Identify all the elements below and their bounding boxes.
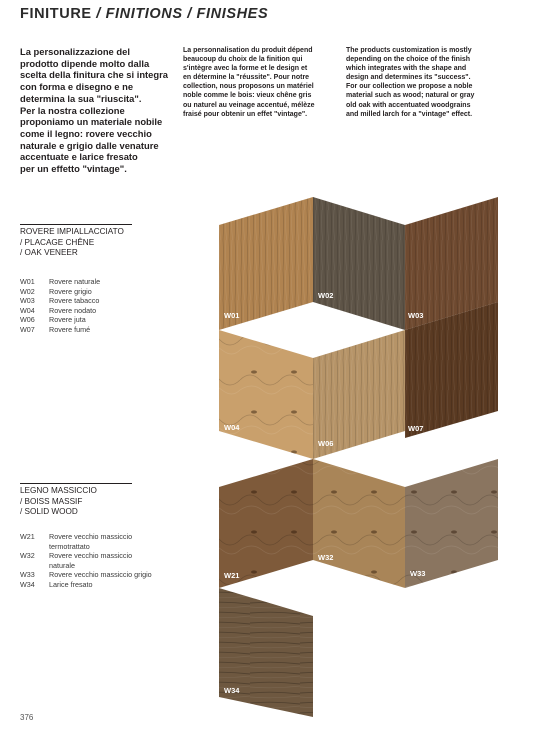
swatch-w21	[219, 459, 313, 588]
finish-name: Larice fresato	[49, 579, 93, 589]
swatch-label: W06	[318, 439, 334, 448]
intro-line: en détermine la "réussite". Pour notre	[183, 74, 310, 82]
finish-name: Rovere tabacco	[49, 296, 100, 306]
title-french: FINITIONS	[105, 6, 183, 22]
intro-line: La personnalisation du produit dépend	[183, 47, 313, 54]
intro-line: fraisé pour obtenir un effet "vintage".	[183, 110, 308, 118]
swatch-label: W33	[410, 569, 426, 578]
intro-line: Per la nostra collezione	[20, 104, 125, 116]
swatch-label: W02	[318, 291, 334, 300]
finish-name: Rovere vecchio massiccio grigio	[49, 570, 152, 580]
finish-code: W04	[20, 305, 35, 315]
finish-code: W07	[20, 324, 35, 334]
swatch-label: W32	[318, 553, 334, 562]
finish-name: Rovere naturale	[49, 277, 101, 286]
title-separator: /	[182, 6, 197, 22]
title-english: FINISHES	[196, 6, 269, 22]
intro-line: For our collection we propose a noble	[346, 83, 473, 91]
swatch-label: W34	[224, 686, 240, 695]
finish-code: W21	[20, 532, 35, 541]
swatch-label: W21	[224, 571, 240, 580]
finish-code: W33	[20, 570, 35, 580]
finish-code: W01	[20, 277, 35, 286]
heading-line: / SOLID WOOD	[20, 507, 78, 516]
finish-name: Rovere fumé	[49, 324, 91, 334]
finish-name: Rovere grigio	[49, 286, 92, 296]
intro-line: con forma e disegno e ne	[20, 81, 134, 93]
intro-line: naturale e grigio dalle venature	[20, 139, 159, 151]
swatch-w04	[219, 330, 313, 459]
intro-line: The products customization is mostly	[346, 47, 472, 54]
intro-line: material such as wood; natural or gray	[346, 92, 475, 100]
intro-line: and milled larch for a "vintage" effect.	[346, 110, 473, 118]
heading-line: LEGNO MASSICCIO	[20, 486, 97, 495]
swatch-label: W03	[408, 311, 424, 320]
intro-line: collection, nous proposons un matériel	[183, 83, 314, 91]
intro-line: accentuate e larice fresato	[20, 151, 138, 163]
heading-line: / PLACAGE CHÊNE	[20, 237, 95, 247]
intro-line: design and determines its "success".	[346, 74, 471, 82]
swatch-label: W07	[408, 424, 424, 433]
swatch-label: W01	[224, 311, 240, 320]
intro-line: per un effetto "vintage".	[20, 163, 127, 175]
finish-name: Rovere nodato	[49, 305, 97, 315]
heading-line: / BOISS MASSIF	[20, 496, 83, 506]
finish-name: Rovere juta	[49, 315, 86, 325]
page-number: 376	[20, 713, 34, 722]
finish-code: W32	[20, 551, 35, 561]
intro-line: depending on the choice of the finish	[346, 56, 471, 64]
intro-line: beaucoup du choix de la finition qui	[183, 56, 303, 64]
finish-name: Rovere vecchio massiccio termotrattato	[49, 532, 133, 551]
intro-line: scelta della finitura che si integra	[20, 69, 168, 81]
heading-line: ROVERE IMPIALLACCIATO	[20, 227, 124, 236]
swatch-w32	[313, 459, 405, 588]
intro-line: determina la sua "riuscita".	[20, 92, 142, 104]
finish-code: W03	[20, 296, 35, 306]
intro-line: prodotto dipende molto dalla	[20, 57, 150, 69]
finish-code: W34	[20, 579, 35, 589]
intro-line: s'intègre avec la forme et le design et	[183, 65, 308, 73]
intro-line: proponiamo un materiale nobile	[20, 116, 163, 128]
finish-code: W06	[20, 315, 35, 325]
heading-line: / OAK VENEER	[20, 248, 78, 257]
swatch-label: W04	[224, 423, 240, 432]
swatch-w34	[219, 588, 313, 717]
intro-line: come il legno: rovere vecchio	[20, 127, 152, 139]
title-separator: /	[91, 6, 106, 22]
finish-name: Rovere vecchio massiccio naturale	[49, 551, 133, 570]
finish-code: W02	[20, 286, 35, 296]
swatch-w02	[313, 197, 405, 330]
intro-line: which integrates with the shape and	[346, 65, 467, 73]
intro-line: ou naturel au veinage accentué, mélèze	[183, 101, 315, 109]
intro-line: La personalizzazione del	[20, 46, 130, 57]
intro-line: noble comme le bois: vieux chêne gris	[183, 92, 312, 100]
title-italian: FINITURE	[20, 6, 92, 22]
intro-line: old oak with accentuated woodgrains	[346, 101, 471, 109]
